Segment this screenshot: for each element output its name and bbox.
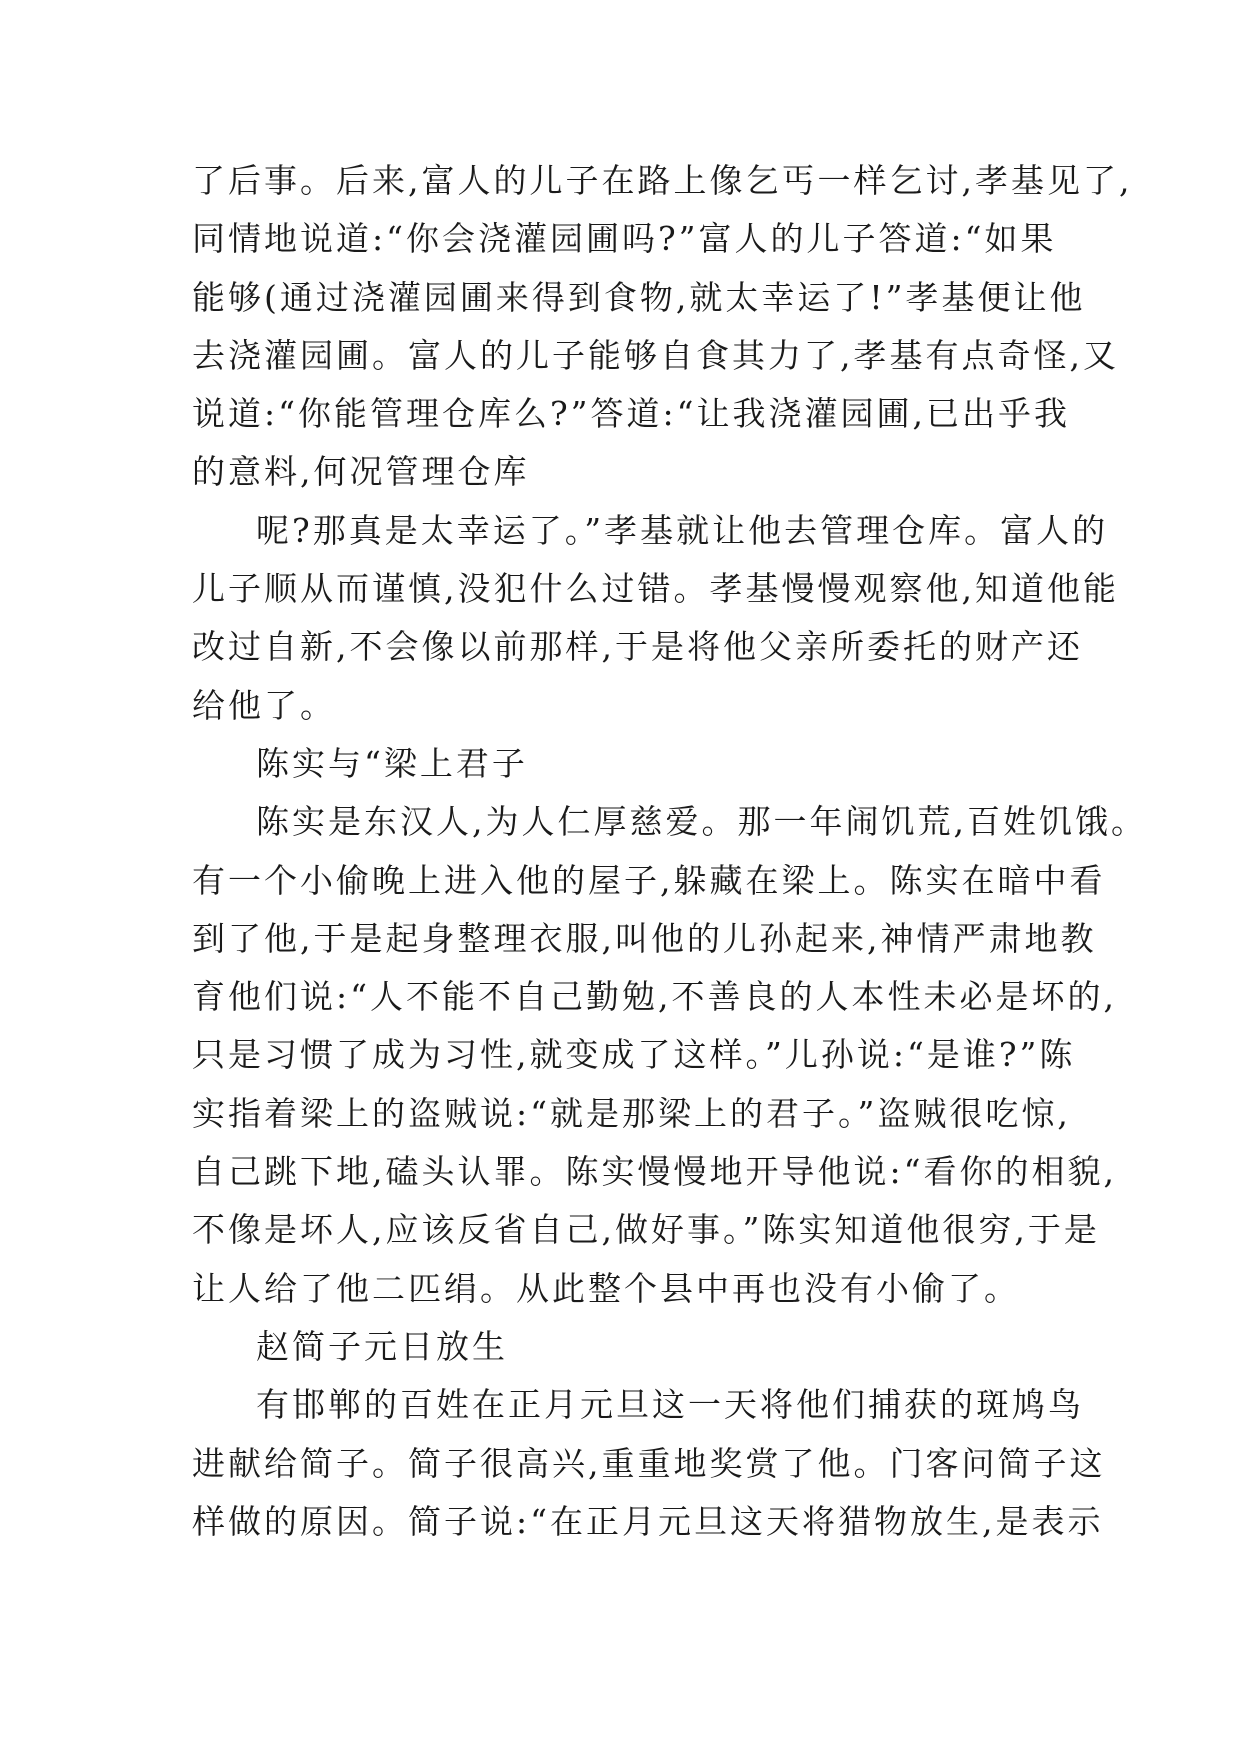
text-line: 进献给简子。简子很高兴,重重地奖赏了他。门客问简子这 — [192, 1443, 1106, 1483]
text-line: 去浇灌园圃。富人的儿子能够自食其力了,孝基有点奇怪,又 — [192, 335, 1119, 375]
text-line: 儿子顺从而谨慎,没犯什么过错。孝基慢慢观察他,知道他能 — [192, 569, 1119, 609]
text-line: 给他了。 — [192, 685, 336, 725]
text-line: 的意料,何况管理仓库 — [192, 452, 530, 492]
text-line: 只是习惯了成为习性,就变成了这样。”儿孙说:“是谁?”陈 — [192, 1035, 1076, 1075]
text-line: 自己跳下地,磕头认罪。陈实慢慢地开导他说:“看你的相貌, — [192, 1152, 1117, 1192]
paragraph-start-line: 陈实是东汉人,为人仁厚慈爱。那一年闹饥荒,百姓饥饿。 — [256, 802, 1147, 842]
text-line: 有一个小偷晚上进入他的屋子,躲藏在梁上。陈实在暗中看 — [192, 860, 1106, 900]
text-line: 到了他,于是起身整理衣服,叫他的儿孙起来,神情严肃地教 — [192, 918, 1097, 958]
text-line: 不像是坏人,应该反省自己,做好事。”陈实知道他很穷,于是 — [192, 1210, 1100, 1250]
text-line: 实指着梁上的盗贼说:“就是那梁上的君子。”盗贼很吃惊, — [192, 1093, 1071, 1133]
text-line: 育他们说:“人不能不自己勤勉,不善良的人本性未必是坏的, — [192, 977, 1117, 1017]
text-line: 让人给了他二匹绢。从此整个县中再也没有小偷了。 — [192, 1268, 1020, 1308]
document-body — [192, 152, 1147, 1551]
paragraph-start-line: 赵简子元日放生 — [256, 1326, 508, 1366]
paragraph-start-line: 有邯郸的百姓在正月元旦这一天将他们捕获的斑鸠鸟 — [256, 1385, 1084, 1425]
text-line: 改过自新,不会像以前那样,于是将他父亲所委托的财产还 — [192, 627, 1083, 667]
text-line: 了后事。后来,富人的儿子在路上像乞丐一样乞讨,孝基见了, — [192, 161, 1133, 200]
paragraph-start-line: 陈实与“梁上君子 — [256, 743, 528, 783]
text-line: 说道:“你能管理仓库么?”答道:“让我浇灌园圃,已出乎我 — [192, 394, 1071, 434]
text-line: 能够(通过浇灌园圃来得到食物,就太幸运了!”孝基便让他 — [192, 277, 1086, 317]
text-line: 同情地说道:“你会浇灌园圃吗?”富人的儿子答道:“如果 — [192, 219, 1057, 259]
paragraph-start-line: 呢?那真是太幸运了。”孝基就让他去管理仓库。富人的 — [256, 510, 1109, 550]
text-line: 样做的原因。简子说:“在正月元旦这天将猎物放生,是表示 — [192, 1501, 1104, 1541]
